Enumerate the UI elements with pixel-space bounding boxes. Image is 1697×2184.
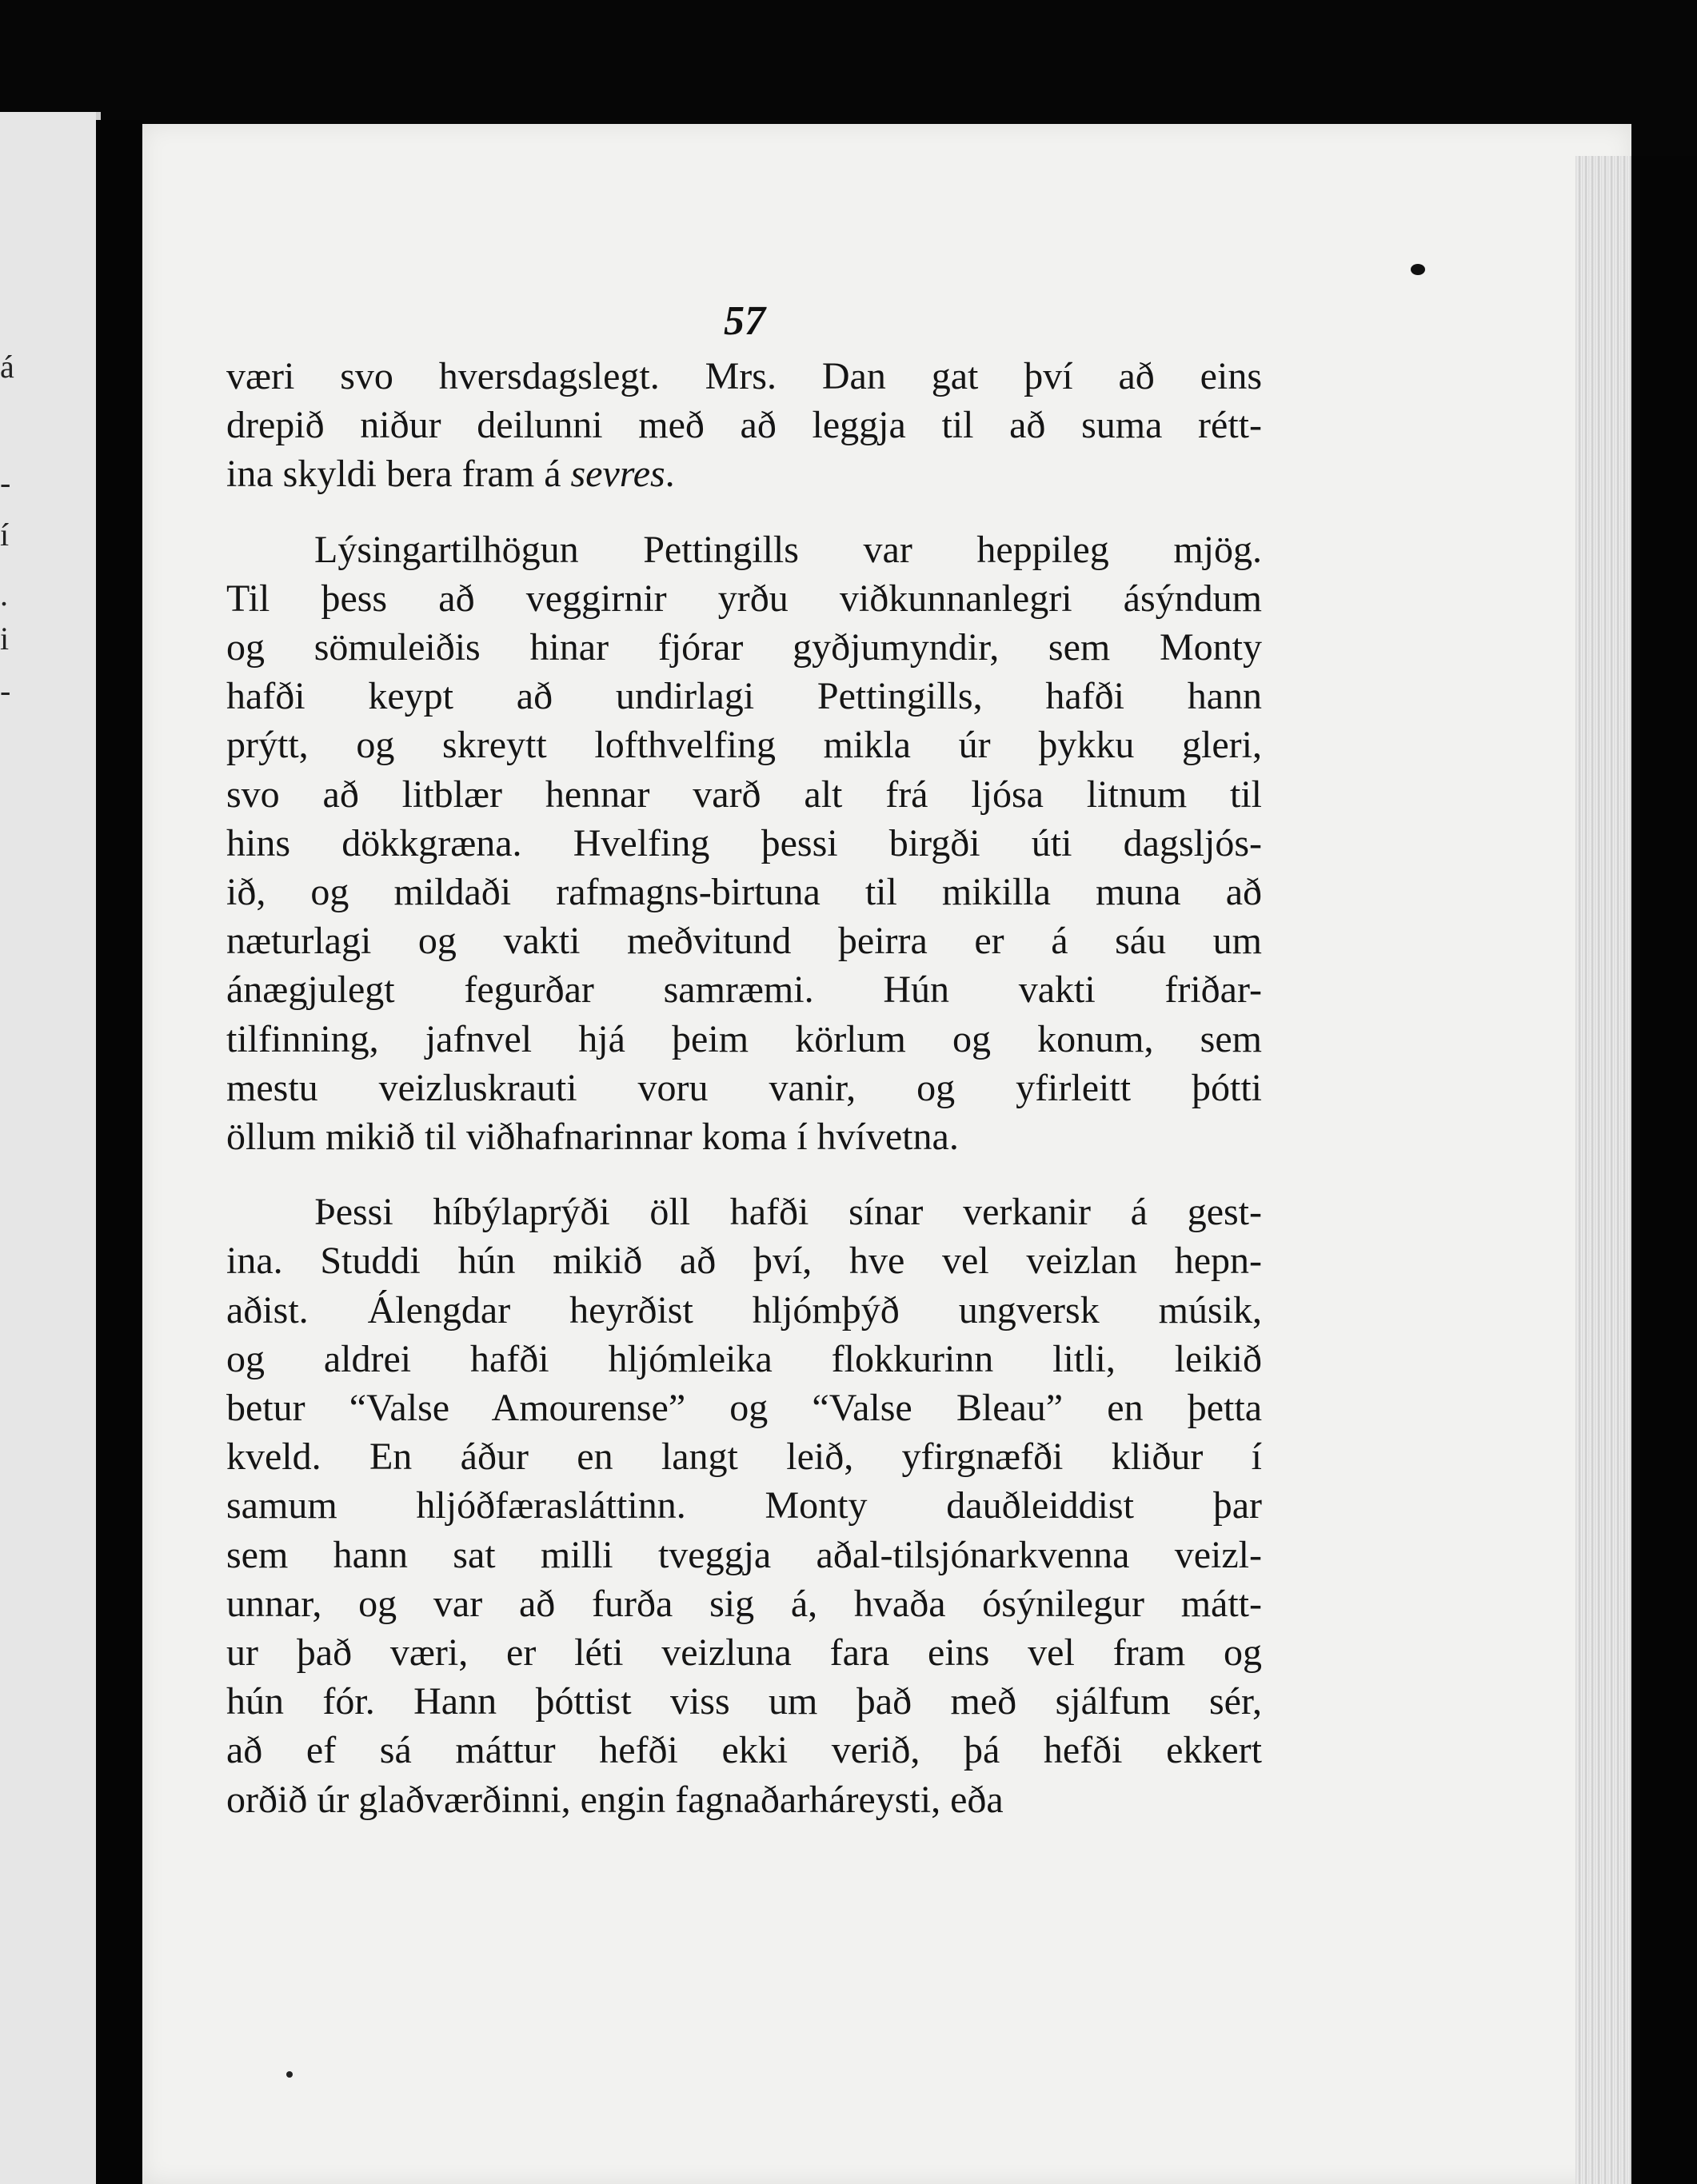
book-gutter xyxy=(96,120,144,2184)
text-line: ina skyldi bera fram á sevres. xyxy=(226,453,675,496)
text-line: ur það væri, er léti veizluna fara eins vel fram og xyxy=(226,1631,1262,1675)
text-line: samum hljóðfærasláttinn. Monty dauðleiddist þar xyxy=(226,1484,1262,1527)
text-line: og sömuleiðis hinar fjórar gyðjumyndir, sem Monty xyxy=(226,626,1262,669)
text-line: svo að litblær hennar varð alt frá ljósa litnum til xyxy=(226,773,1262,816)
text-line: og aldrei hafði hljómleika flokkurinn litli, leikið xyxy=(226,1337,1262,1380)
text-line: hafði keypt að undirlagi Pettingills, hafði hann xyxy=(226,675,1262,718)
paragraph-gap xyxy=(226,1161,1262,1188)
text-line: ið, og mildaði rafmagns-birtuna til mikilla muna að xyxy=(226,871,1262,914)
text-line: prýtt, og skreytt lofthvelfing mikla úr þykku gleri, xyxy=(226,724,1262,767)
text-line: ina. Studdi hún mikið að því, hve vel veizlan hepn- xyxy=(226,1240,1262,1283)
page-edge-shadow xyxy=(1631,156,1697,2184)
page-number: 57 xyxy=(724,298,765,344)
left-page-fragment: . xyxy=(0,577,8,613)
text-line: orðið úr glaðværðinni, engin fagnaðarháreysti, eða xyxy=(226,1778,1004,1821)
text-line: aðist. Álengdar heyrðist hljómþýð ungversk músik, xyxy=(226,1288,1262,1332)
ink-speck xyxy=(286,2071,293,2078)
text-line: tilfinning, jafnvel hjá þeim körlum og konum, sem xyxy=(226,1017,1262,1060)
text-line: Lýsingartilhögun Pettingills var heppileg mjög. xyxy=(314,528,1262,571)
text-line: öllum mikið til viðhafnarinnar koma í hvívetna. xyxy=(226,1116,959,1159)
text-line: unnar, og var að furða sig á, hvaða ósýnilegur mátt- xyxy=(226,1582,1262,1625)
left-page-fragment: i xyxy=(0,621,10,657)
paragraph-gap xyxy=(226,499,1262,525)
text-line: mestu veizluskrauti voru vanir, og yfirleitt þótti xyxy=(226,1066,1262,1109)
ink-speck xyxy=(1411,264,1425,275)
text-line: kveld. En áður en langt leið, yfirgnæfði kliður í xyxy=(226,1435,1262,1479)
text-line: Til þess að veggirnir yrðu viðkunnanlegri ásýndum xyxy=(226,577,1262,620)
text-line: hún fór. Hann þóttist viss um það með sjálfum sér, xyxy=(226,1680,1262,1723)
text-line: Þessi híbýlaprýði öll hafði sínar verkanir á gest- xyxy=(314,1191,1262,1234)
left-page-fragment: - xyxy=(0,465,11,501)
italic-word: sevres xyxy=(570,453,665,496)
left-facing-page xyxy=(0,112,101,2184)
left-page-fragment: - xyxy=(0,673,11,709)
left-page-fragment: á xyxy=(0,349,14,385)
text-line: væri svo hversdagslegt. Mrs. Dan gat því að eins xyxy=(226,355,1262,397)
body-text xyxy=(226,352,1262,1824)
text-line: hins dökkgræna. Hvelfing þessi birgði úti dagsljós- xyxy=(226,821,1262,864)
page-stack-edge xyxy=(1575,156,1631,2184)
text-line: drepið niður deilunni með að leggja til að suma rétt- xyxy=(226,404,1262,447)
text-line: að ef sá máttur hefði ekki verið, þá hefði ekkert xyxy=(226,1729,1262,1772)
left-page-margin-text xyxy=(0,112,24,2184)
text-line: næturlagi og vakti meðvitund þeirra er á sáu um xyxy=(226,920,1262,963)
text-line: ánægjulegt fegurðar samræmi. Hún vakti friðar- xyxy=(226,968,1262,1012)
left-page-fragment: í xyxy=(0,517,10,553)
text-line: sem hann sat milli tveggja aðal-tilsjónarkvenna veizl- xyxy=(226,1533,1262,1576)
text-line: betur “Valse Amourense” og “Valse Bleau” en þetta xyxy=(226,1387,1262,1430)
